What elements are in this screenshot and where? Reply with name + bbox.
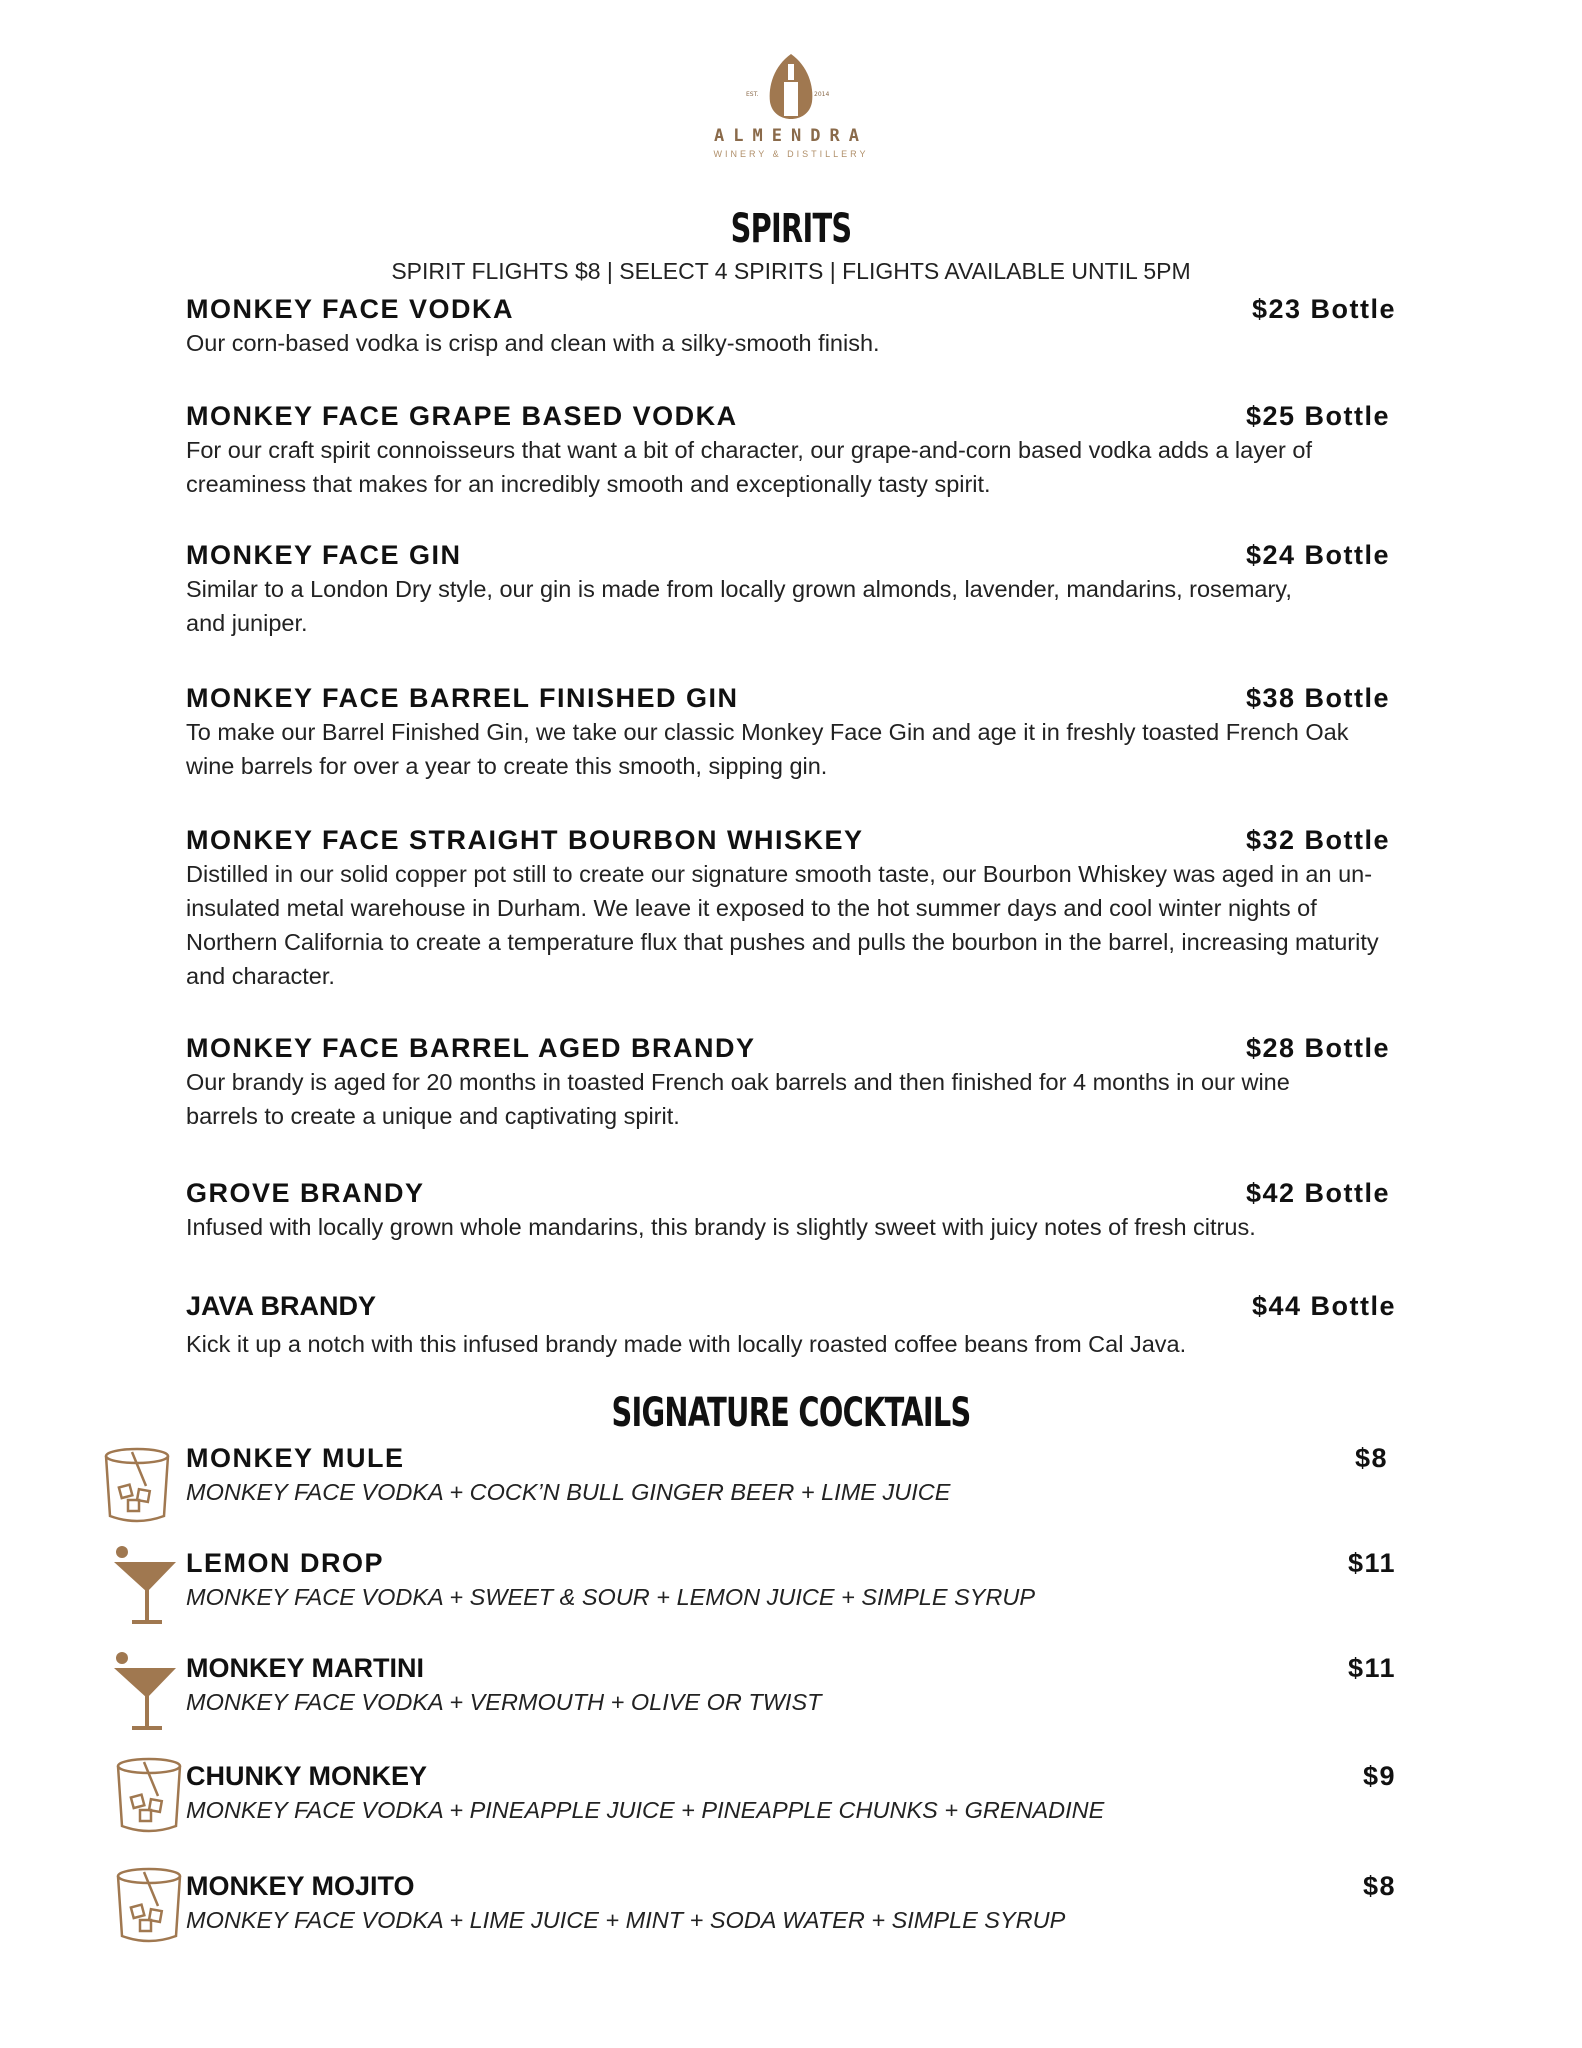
almendra-logo <box>696 52 886 172</box>
brand-name: ALMENDRA <box>714 126 868 146</box>
cocktail-item <box>186 1651 1396 1719</box>
spirit-item <box>186 292 1396 360</box>
cocktail-ingredients: MONKEY FACE VODKA + PINEAPPLE JUICE + PINEAPPLE CHUNKS + GRENADINE <box>186 1797 1105 1823</box>
cocktail-name: CHUNKY MONKEY <box>186 1761 428 1791</box>
cocktail-name: LEMON DROP <box>186 1548 385 1578</box>
spirit-item <box>186 681 1396 783</box>
spirit-name: MONKEY FACE BARREL AGED BRANDY <box>186 1033 756 1063</box>
spirit-name: MONKEY FACE VODKA <box>186 294 515 324</box>
spirit-name: MONKEY FACE GIN <box>186 540 462 570</box>
cocktail-ingredients: MONKEY FACE VODKA + LIME JUICE + MINT + SODA WATER + SIMPLE SYRUP <box>186 1907 1066 1933</box>
spirit-name: MONKEY FACE STRAIGHT BOURBON WHISKEY <box>186 825 864 855</box>
cocktail-item <box>186 1546 1396 1614</box>
spirit-item <box>186 1176 1396 1244</box>
cocktail-price: $9 <box>1362 1761 1396 1791</box>
rocks-glass-icon <box>114 1756 184 1834</box>
spirit-flights-note: SPIRIT FLIGHTS $8 | SELECT 4 SPIRITS | FLIGHTS AVAILABLE UNTIL 5PM <box>391 258 1191 284</box>
spirit-item <box>186 823 1396 993</box>
martini-glass-icon <box>112 1650 178 1734</box>
spirit-description: Similar to a London Dry style, our gin is made from locally grown almonds, lavender, mandarins, rosemary, and juniper. <box>186 576 1292 636</box>
brand-subtitle: WINERY & DISTILLERY <box>713 149 869 159</box>
spirit-description: Distilled in our solid copper pot still to create our signature smooth taste, our Bourbon Whiskey was aged in an un-insulated metal warehouse in Durham. We leave it exposed to the hot summer days and cool winter nights of Northern California to create a temperature flux that pushes and pulls the bourbon in the barrel, increasing maturity and character. <box>186 861 1379 989</box>
spirit-description: Infused with locally grown whole mandarins, this brandy is slightly sweet with juicy notes of fresh citrus. <box>186 1214 1256 1240</box>
spirit-price: $44 Bottle <box>1251 1291 1396 1321</box>
cocktail-price: $11 <box>1347 1548 1396 1578</box>
cocktail-ingredients: MONKEY FACE VODKA + VERMOUTH + OLIVE OR TWIST <box>186 1689 822 1715</box>
spirit-description: For our craft spirit connoisseurs that want a bit of character, our grape-and-corn based vodka adds a layer of creaminess that makes for an incredibly smooth and exceptionally tasty spirit. <box>186 437 1312 497</box>
cocktail-price: $8 <box>1362 1871 1396 1901</box>
logo-year: 2014 <box>814 91 830 98</box>
cocktail-ingredients: MONKEY FACE VODKA + COCK’N BULL GINGER BEER + LIME JUICE <box>186 1479 951 1505</box>
spirit-item <box>186 1031 1396 1133</box>
spirit-name: JAVA BRANDY <box>186 1291 377 1321</box>
rocks-glass-icon <box>114 1866 184 1944</box>
spirit-description: Kick it up a notch with this infused brandy made with locally roasted coffee beans from Cal Java. <box>186 1331 1187 1357</box>
cocktail-item <box>186 1441 1396 1509</box>
spirit-price: $23 Bottle <box>1251 294 1396 324</box>
spirit-item <box>186 399 1396 501</box>
spirit-price: $25 Bottle <box>1245 401 1390 431</box>
rocks-glass-icon <box>102 1446 172 1524</box>
spirit-price: $24 Bottle <box>1245 540 1390 570</box>
cocktail-price: $11 <box>1347 1653 1396 1683</box>
cocktail-item <box>186 1869 1396 1937</box>
spirit-price: $42 Bottle <box>1245 1178 1390 1208</box>
martini-glass-icon <box>112 1544 178 1628</box>
spirit-item <box>186 1289 1396 1361</box>
spirit-price: $38 Bottle <box>1245 683 1390 713</box>
cocktail-item <box>186 1759 1396 1827</box>
spirit-name: MONKEY FACE BARREL FINISHED GIN <box>186 683 739 713</box>
spirits-heading: SPIRITS <box>730 206 852 252</box>
cocktail-name: MONKEY MOJITO <box>186 1871 415 1901</box>
spirit-name: MONKEY FACE GRAPE BASED VODKA <box>186 401 738 431</box>
cocktail-name: MONKEY MARTINI <box>186 1653 425 1683</box>
spirit-price: $32 Bottle <box>1245 825 1390 855</box>
cocktails-heading: SIGNATURE COCKTAILS <box>611 1390 971 1436</box>
spirit-name: GROVE BRANDY <box>186 1178 425 1208</box>
spirit-description: To make our Barrel Finished Gin, we take our classic Monkey Face Gin and age it in freshly toasted French Oak wine barrels for over a year to create this smooth, sipping gin. <box>186 719 1349 779</box>
logo-est: EST. <box>746 91 759 98</box>
cocktail-price: $8 <box>1354 1443 1388 1473</box>
cocktail-name: MONKEY MULE <box>186 1443 405 1473</box>
spirit-description: Our brandy is aged for 20 months in toasted French oak barrels and then finished for 4 months in our wine barrels to create a unique and captivating spirit. <box>186 1069 1290 1129</box>
cocktail-ingredients: MONKEY FACE VODKA + SWEET & SOUR + LEMON JUICE + SIMPLE SYRUP <box>186 1584 1036 1610</box>
almond-bottle-logo-icon <box>746 52 830 120</box>
spirit-item <box>186 538 1396 640</box>
spirit-price: $28 Bottle <box>1245 1033 1390 1063</box>
spirit-description: Our corn-based vodka is crisp and clean with a silky-smooth finish. <box>186 330 880 356</box>
